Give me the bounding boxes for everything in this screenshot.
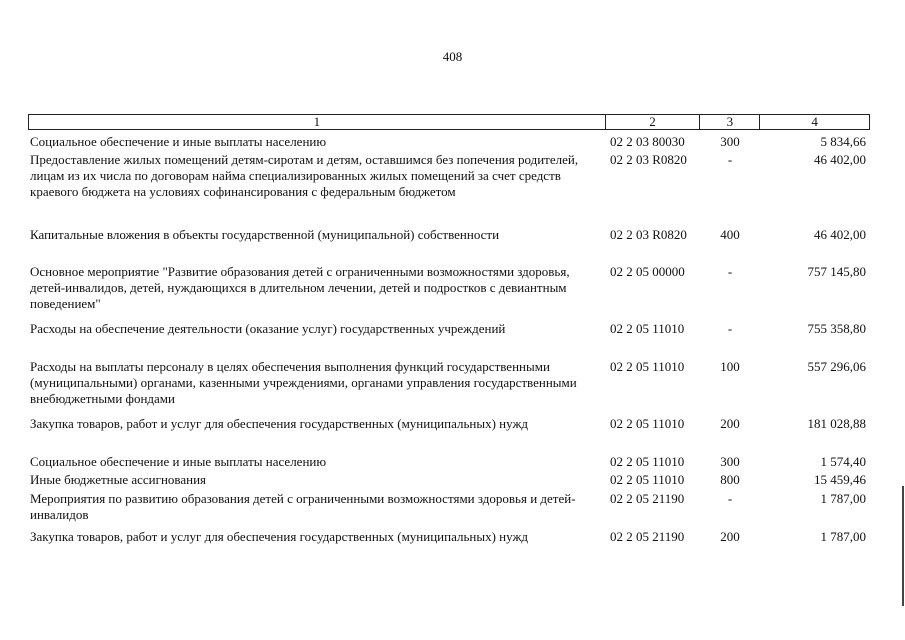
page-number: 408 [442, 49, 463, 64]
row-amount: 5 834,66 [820, 134, 866, 149]
row-type: - [727, 321, 733, 336]
row-type: 300 [720, 454, 740, 469]
row-type: 100 [720, 359, 740, 374]
row-name: Предоставление жилых помещений детям-сиротам и детям, оставшимся без попечения родителей, лицам из их числа по договорам найма специализированных жилых помещений за счет средств краевого бюджета на условиях софинансирования с федеральным бюджетом [30, 152, 579, 199]
row-amount: 757 145,80 [807, 264, 866, 279]
row-amount: 46 402,00 [814, 152, 866, 167]
row-code: 02 2 03 80030 [610, 134, 685, 149]
row-name: Расходы на обеспечение деятельности (оказание услуг) государственных учреждений [30, 321, 506, 336]
row-name: Закупка товаров, работ и услуг для обеспечения государственных (муниципальных) нужд [30, 416, 529, 431]
row-type: 200 [720, 529, 740, 544]
row-code: 02 2 05 00000 [610, 264, 685, 279]
row-code: 02 2 03 R0820 [610, 152, 687, 167]
row-code: 02 2 05 11010 [610, 472, 685, 487]
row-amount: 46 402,00 [814, 227, 866, 242]
scan-edge-line [902, 486, 904, 606]
row-code: 02 2 05 11010 [610, 321, 685, 336]
row-code: 02 2 05 21190 [610, 529, 685, 544]
row-type: 200 [720, 416, 740, 431]
row-code: 02 2 05 21190 [610, 491, 685, 506]
row-code: 02 2 05 11010 [610, 416, 685, 431]
row-amount: 15 459,46 [814, 472, 866, 487]
row-name: Расходы на выплаты персоналу в целях обеспечения выполнения функций государственными (муниципальными) органами, казенными учреждениями, органами управления государственными внебюджетными фондами [30, 359, 577, 406]
table-header-row [28, 114, 870, 130]
row-amount: 755 358,80 [807, 321, 866, 336]
row-amount: 1 787,00 [820, 529, 866, 544]
row-name: Социальное обеспечение и иные выплаты населению [30, 134, 327, 149]
header-col-4: 4 [811, 114, 818, 129]
header-col-1: 1 [29, 115, 606, 129]
row-type: - [727, 264, 733, 279]
row-type: 400 [720, 227, 740, 242]
row-type: 300 [720, 134, 740, 149]
header-col-3: 3 [700, 115, 760, 129]
row-amount: 1 574,40 [820, 454, 866, 469]
row-amount: 557 296,06 [807, 359, 866, 374]
row-code: 02 2 05 11010 [610, 454, 685, 469]
row-type: - [727, 152, 733, 167]
row-name: Социальное обеспечение и иные выплаты населению [30, 454, 327, 469]
row-name: Основное мероприятие "Развитие образования детей с ограниченными возможностями здоровья, детей-инвалидов, детей, нуждающихся в длительном лечении, детей и подростков с девиантным поведением" [30, 264, 570, 311]
row-code: 02 2 05 11010 [610, 359, 685, 374]
row-amount: 181 028,88 [807, 416, 866, 431]
row-name: Иные бюджетные ассигнования [30, 472, 207, 487]
row-code: 02 2 03 R0820 [610, 227, 687, 242]
row-name: Закупка товаров, работ и услуг для обеспечения государственных (муниципальных) нужд [30, 529, 529, 544]
row-name: Мероприятия по развитию образования детей с ограниченными возможностями здоровья и детей-инвалидов [30, 491, 576, 522]
row-amount: 1 787,00 [820, 491, 866, 506]
header-col-2: 2 [606, 115, 701, 129]
row-type: 800 [720, 472, 740, 487]
row-type: - [727, 491, 733, 506]
row-name: Капитальные вложения в объекты государственной (муниципальной) собственности [30, 227, 500, 242]
